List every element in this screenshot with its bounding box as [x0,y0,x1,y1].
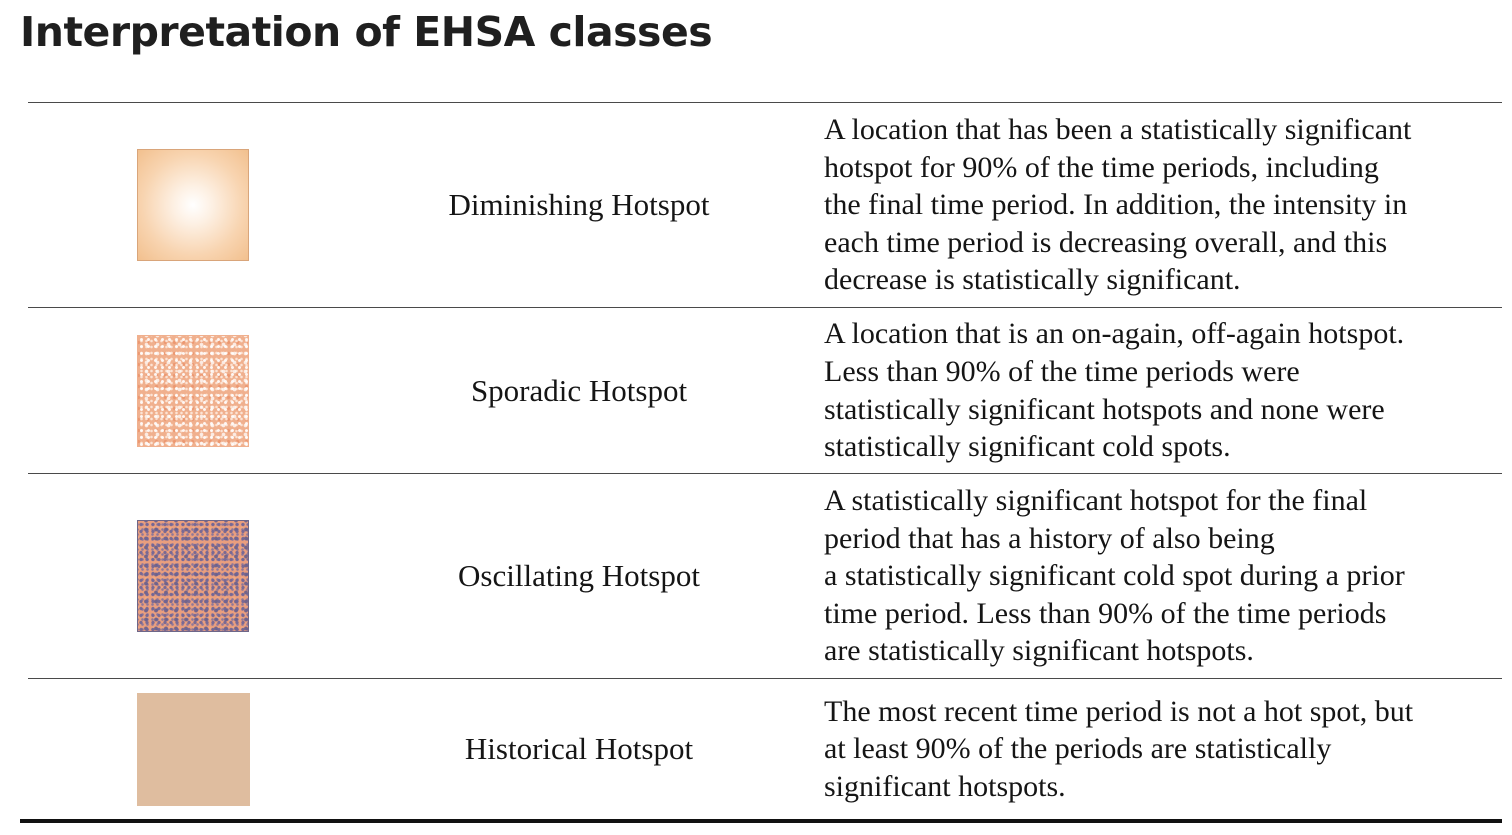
swatch-cell [28,335,358,447]
class-name: Sporadic Hotspot [470,372,688,408]
ehsa-classes-table [28,102,1502,823]
class-description: A location that has been a statistically significant hotspot for 90% of the time periods, including the final time period. In addition, the intensity in each time period is decreasing overall, and this decrease is statistically significant. [824,113,1412,297]
class-description: A statistically significant hotspot for the final period that has a history of also being a statistically significant cold spot during a prior time period. Less than 90% of the time periods are statistically significant hotspots. [824,484,1405,668]
table-row [28,308,1502,474]
class-name: Diminishing Hotspot [448,187,710,222]
oscillating-hotspot-swatch-icon [137,520,249,632]
diminishing-hotspot-swatch-icon [137,149,249,261]
table-row [20,679,1502,823]
class-description: A location that is an on-again, off-again hotspot. Less than 90% of the time periods were statistically significant hotspots and none were statistically significant cold spots. [824,317,1405,464]
table-row [28,103,1502,308]
table-row [28,474,1502,679]
historical-hotspot-swatch-icon [137,693,250,806]
class-name: Historical Hotspot [464,731,694,766]
swatch-cell [28,149,358,261]
page-title: Interpretation of EHSA classes [20,8,713,56]
class-description: The most recent time period is not a hot spot, but at least 90% of the periods are statistically significant hotspots. [824,694,1414,803]
class-name: Oscillating Hotspot [458,558,700,593]
swatch-cell [28,520,358,632]
swatch-cell [28,693,358,806]
sporadic-hotspot-swatch-icon [137,335,249,447]
